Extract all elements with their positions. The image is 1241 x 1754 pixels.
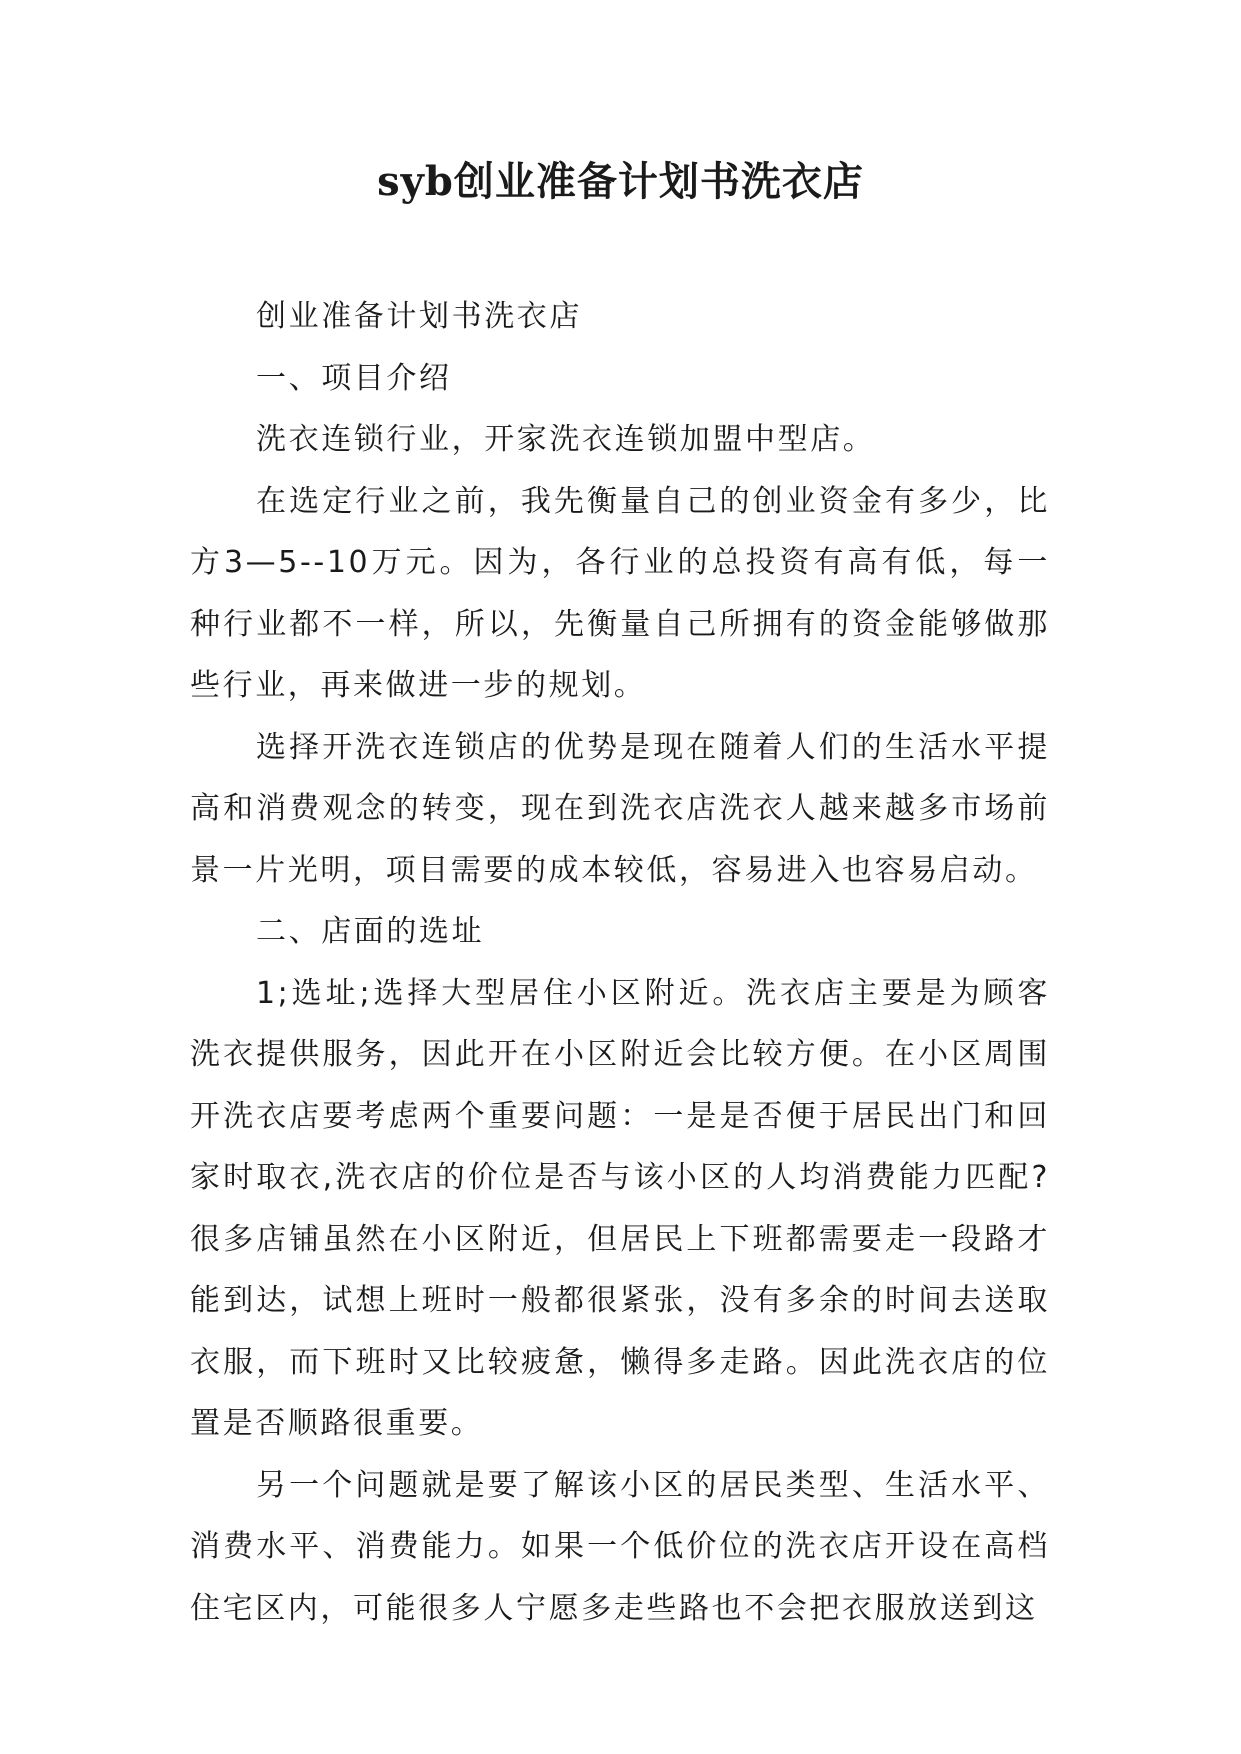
section-heading-store-location: 二、店面的选址 — [256, 914, 485, 949]
paragraph: 选择开洗衣连锁店的优势是现在随着人们的生活水平提高和消费观念的转变，现在到洗衣店洗衣人越来越多市场前景一片光明，项目需要的成本较低，容易进入也容易启动。 — [190, 729, 1050, 888]
section-heading-project-intro: 一、项目介绍 — [256, 360, 452, 396]
document-title: syb创业准备计划书洗衣店 — [377, 158, 864, 205]
document-body — [190, 286, 1050, 1639]
paragraph: 洗衣连锁行业，开家洗衣连锁加盟中型店。 — [256, 422, 876, 457]
paragraph-heading: 创业准备计划书洗衣店 — [256, 299, 582, 334]
paragraph: 在选定行业之前，我先衡量自己的创业资金有多少，比方3—5--10万元。因为，各行业的总投资有高有低，每一种行业都不一样，所以，先衡量自己所拥有的资金能够做那些行业，再来做进一步的规划。 — [190, 483, 1050, 703]
paragraph: 另一个问题就是要了解该小区的居民类型、生活水平、消费水平、消费能力。如果一个低价位的洗衣店开设在高档住宅区内，可能很多人宁愿多走些路也不会把衣服放送到这 — [190, 1467, 1050, 1626]
paragraph: 1;选址;选择大型居住小区附近。洗衣店主要是为顾客洗衣提供服务，因此开在小区附近会比较方便。在小区周围开洗衣店要考虑两个重要问题：一是是否便于居民出门和回家时取衣,洗衣店的价位是否与该小区的人均消费能力匹配?很多店铺虽然在小区附近，但居民上下班都需要走一段路才能到达，试想上班时一般都很紧张，没有多余的时间去送取衣服，而下班时又比较疲惫，懒得多走路。因此洗衣店的位置是否顺路很重要。 — [190, 975, 1050, 1441]
